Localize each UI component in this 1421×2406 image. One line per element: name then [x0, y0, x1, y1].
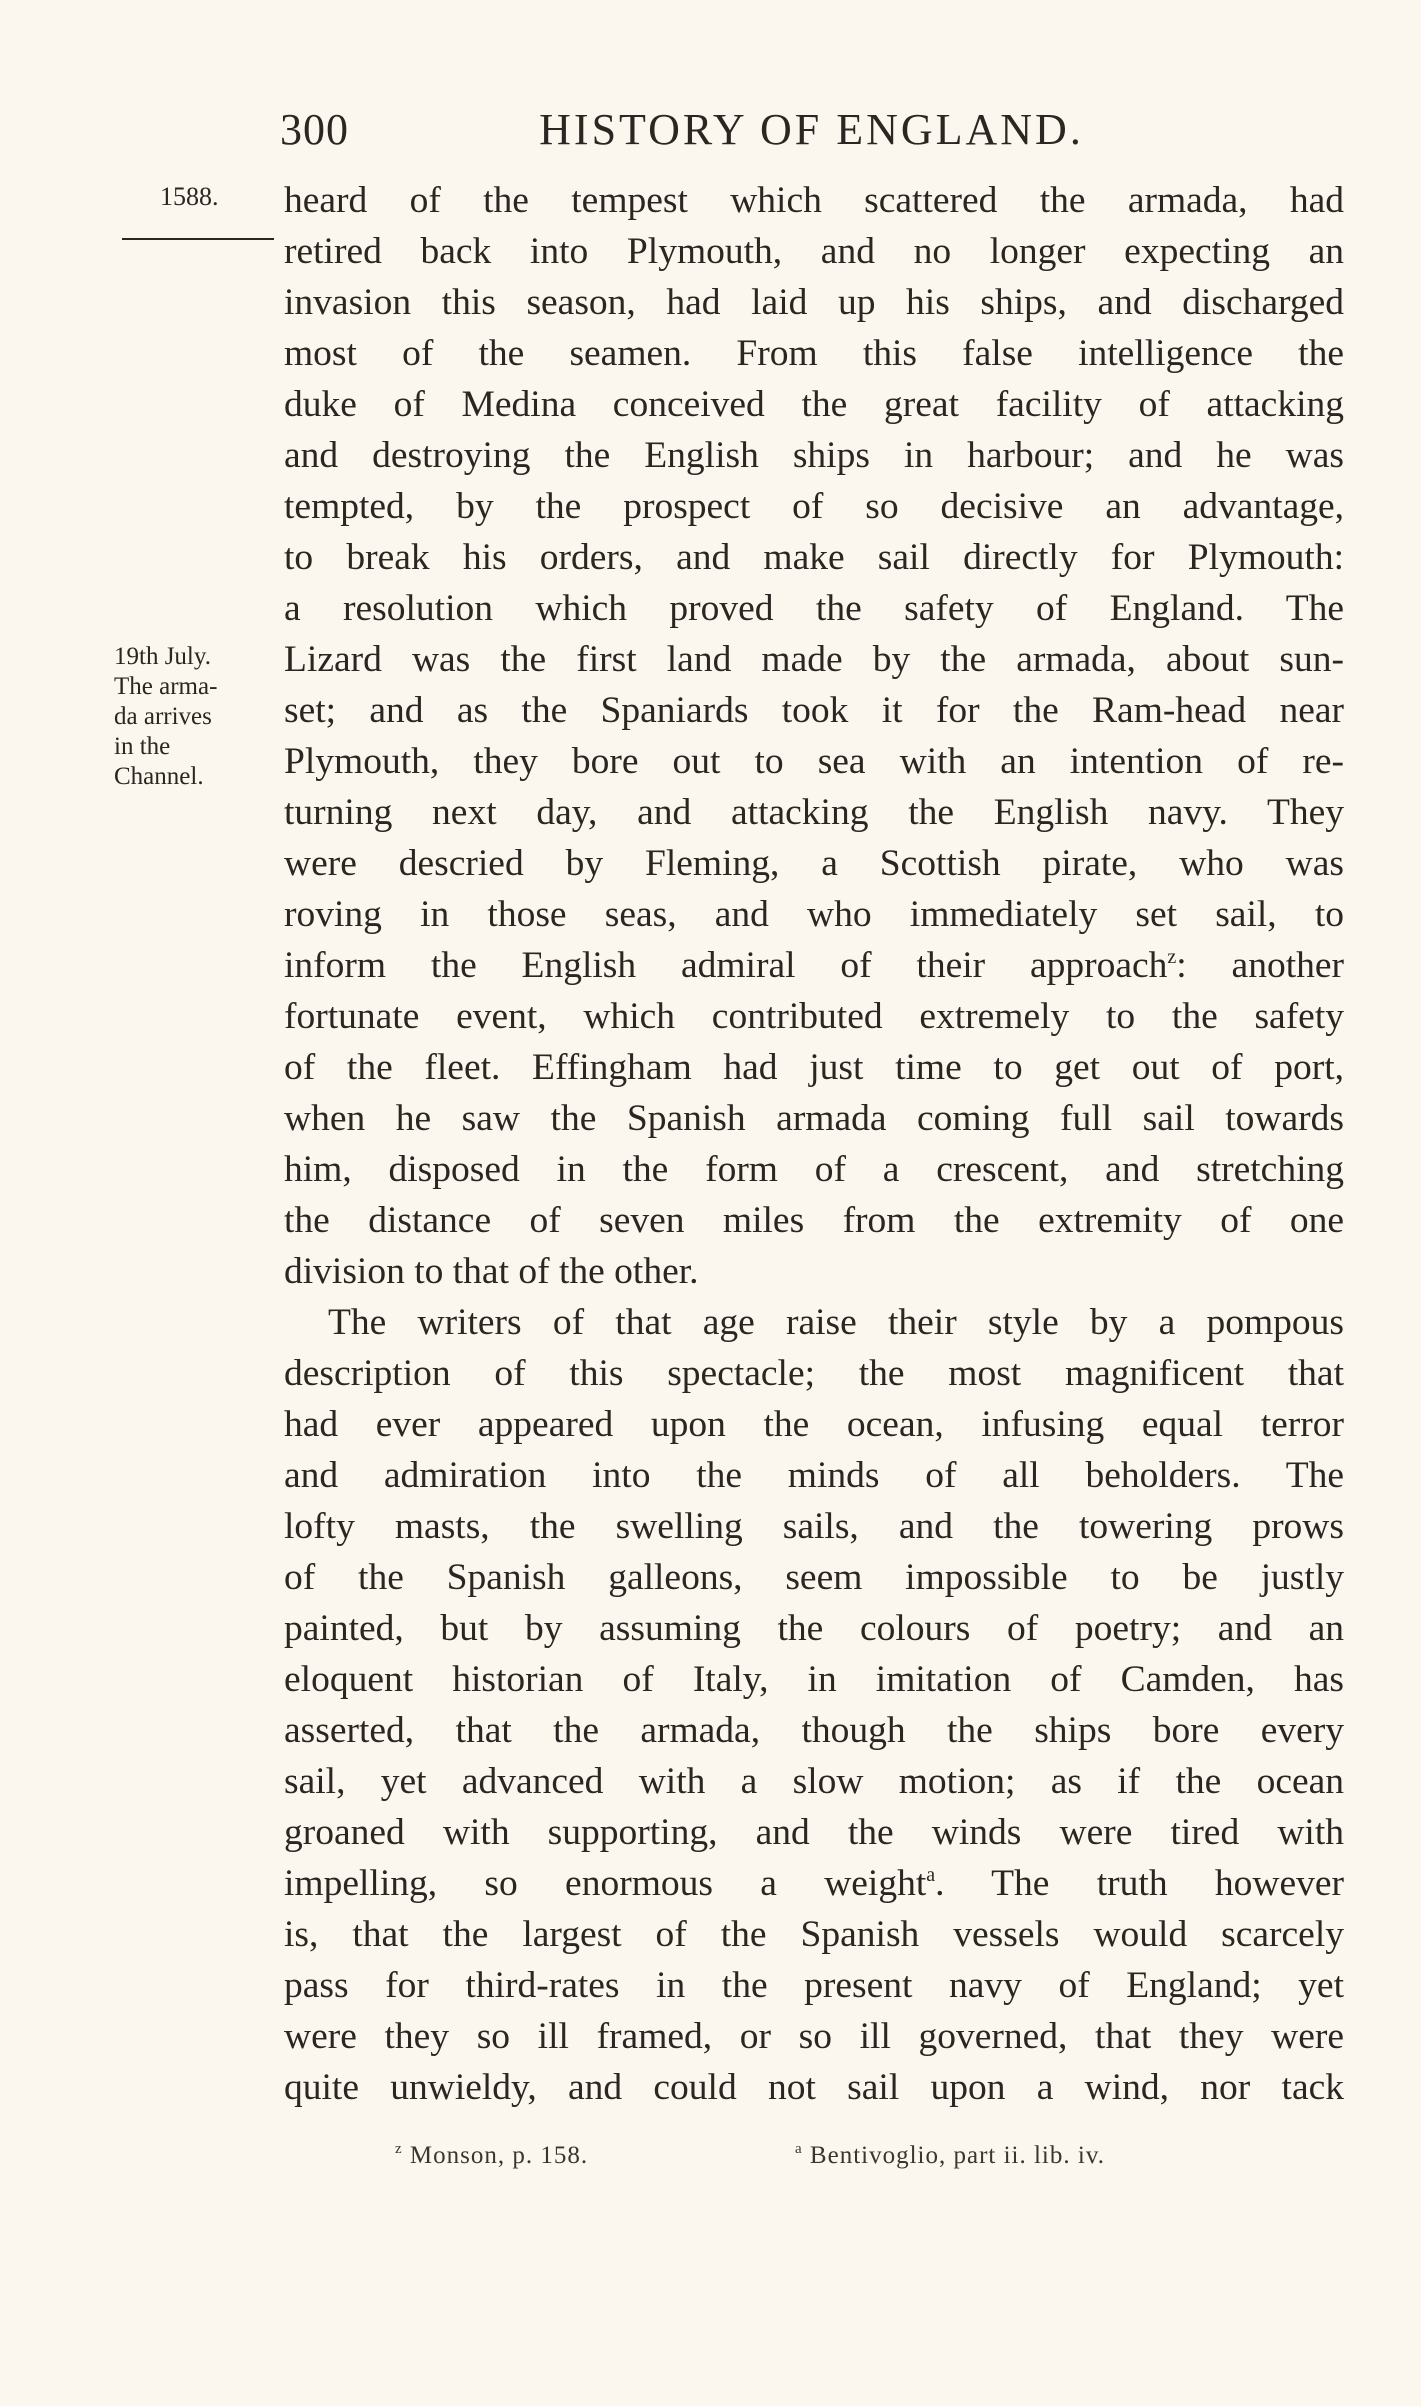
text-line: asserted, that the armada, though the ships bore every [284, 1710, 1344, 1751]
text-line: to break his orders, and make sail directly for Plymouth: [284, 537, 1344, 578]
text-segment: : another [1176, 945, 1344, 986]
text-line: the distance of seven miles from the extremity of one [284, 1200, 1344, 1241]
text-segment: inform the English admiral of their approach [284, 945, 1168, 986]
footnote-ref-a: a [926, 1864, 936, 1886]
text-line: painted, but by assuming the colours of poetry; and an [284, 1608, 1344, 1649]
text-line: roving in those seas, and who immediately set sail, to [284, 894, 1344, 935]
text-line: retired back into Plymouth, and no longer expecting an [284, 231, 1344, 272]
text-line: set; and as the Spaniards took it for the Ram-head near [284, 690, 1344, 731]
text-line: pass for third-rates in the present navy of England; yet [284, 1965, 1344, 2006]
text-line: of the fleet. Effingham had just time to get out of port, [284, 1047, 1344, 1088]
footnote-text-z: Monson, p. 158. [409, 2142, 589, 2169]
footnote-z [395, 2142, 588, 2170]
page-number: 300 [280, 105, 349, 154]
margin-year: 1588. [160, 182, 219, 211]
text-line: him, disposed in the form of a crescent, and stretching [284, 1149, 1344, 1190]
text-line: lofty masts, the swelling sails, and the towering prows [284, 1506, 1344, 1547]
text-line: invasion this season, had laid up his ships, and discharged [284, 282, 1344, 323]
side-note-line: Channel. [114, 763, 204, 790]
footnote-mark-a: a [795, 2141, 803, 2157]
text-line-with-note-a [284, 1858, 1344, 1909]
text-line: most of the seamen. From this false intelligence the [284, 333, 1344, 374]
text-line: The writers of that age raise their style by a pompous [328, 1302, 1344, 1343]
text-line: quite unwieldy, and could not sail upon a wind, nor tack [284, 2067, 1344, 2108]
footnote-mark-z: z [395, 2141, 403, 2157]
text-line: duke of Medina conceived the great facility of attacking [284, 384, 1344, 425]
text-line: Lizard was the first land made by the armada, about sun- [284, 639, 1344, 680]
text-line: Plymouth, they bore out to sea with an intention of re- [284, 741, 1344, 782]
side-note-line: The arma- [114, 673, 218, 700]
text-line: had ever appeared upon the ocean, infusing equal terror [284, 1404, 1344, 1445]
text-line: and admiration into the minds of all beholders. The [284, 1455, 1344, 1496]
text-line: heard of the tempest which scattered the armada, had [284, 180, 1344, 221]
running-title: HISTORY OF ENGLAND. [539, 105, 1084, 154]
text-line: turning next day, and attacking the English navy. They [284, 792, 1344, 833]
text-line: sail, yet advanced with a slow motion; as if the ocean [284, 1761, 1344, 1802]
text-line: is, that the largest of the Spanish vessels would scarcely [284, 1914, 1344, 1955]
side-note-line: da arrives [114, 703, 212, 730]
footnote-ref-z: z [1167, 946, 1177, 968]
text-line: of the Spanish galleons, seem impossible to be justly [284, 1557, 1344, 1598]
text-line: division to that of the other. [284, 1251, 699, 1292]
text-line: were descried by Fleming, a Scottish pirate, who was [284, 843, 1344, 884]
text-line: groaned with supporting, and the winds were tired with [284, 1812, 1344, 1853]
text-line: fortunate event, which contributed extremely to the safety [284, 996, 1344, 1037]
paragraph-1 [284, 175, 1344, 1297]
text-line-with-note-z [284, 940, 1344, 991]
paragraph-2 [284, 1297, 1344, 2113]
footnote-a [795, 2142, 1105, 2170]
body-text [284, 175, 1344, 2113]
text-line: and destroying the English ships in harbour; and he was [284, 435, 1344, 476]
text-line: when he saw the Spanish armada coming full sail towards [284, 1098, 1344, 1139]
text-line: a resolution which proved the safety of England. The [284, 588, 1344, 629]
side-note-line: in the [114, 733, 171, 760]
text-line: eloquent historian of Italy, in imitation of Camden, has [284, 1659, 1344, 1700]
side-note-line: 19th July. [114, 643, 211, 670]
page-header [280, 104, 1343, 164]
footnote-text-a: Bentivoglio, part ii. lib. iv. [809, 2142, 1105, 2169]
margin-rule [122, 238, 274, 240]
text-line: description of this spectacle; the most magnificent that [284, 1353, 1344, 1394]
text-segment: impelling, so enormous a weight [284, 1863, 927, 1904]
text-line: tempted, by the prospect of so decisive an advantage, [284, 486, 1344, 527]
text-segment: . The truth however [935, 1863, 1344, 1904]
side-note [114, 642, 274, 792]
text-line: were they so ill framed, or so ill governed, that they were [284, 2016, 1344, 2057]
